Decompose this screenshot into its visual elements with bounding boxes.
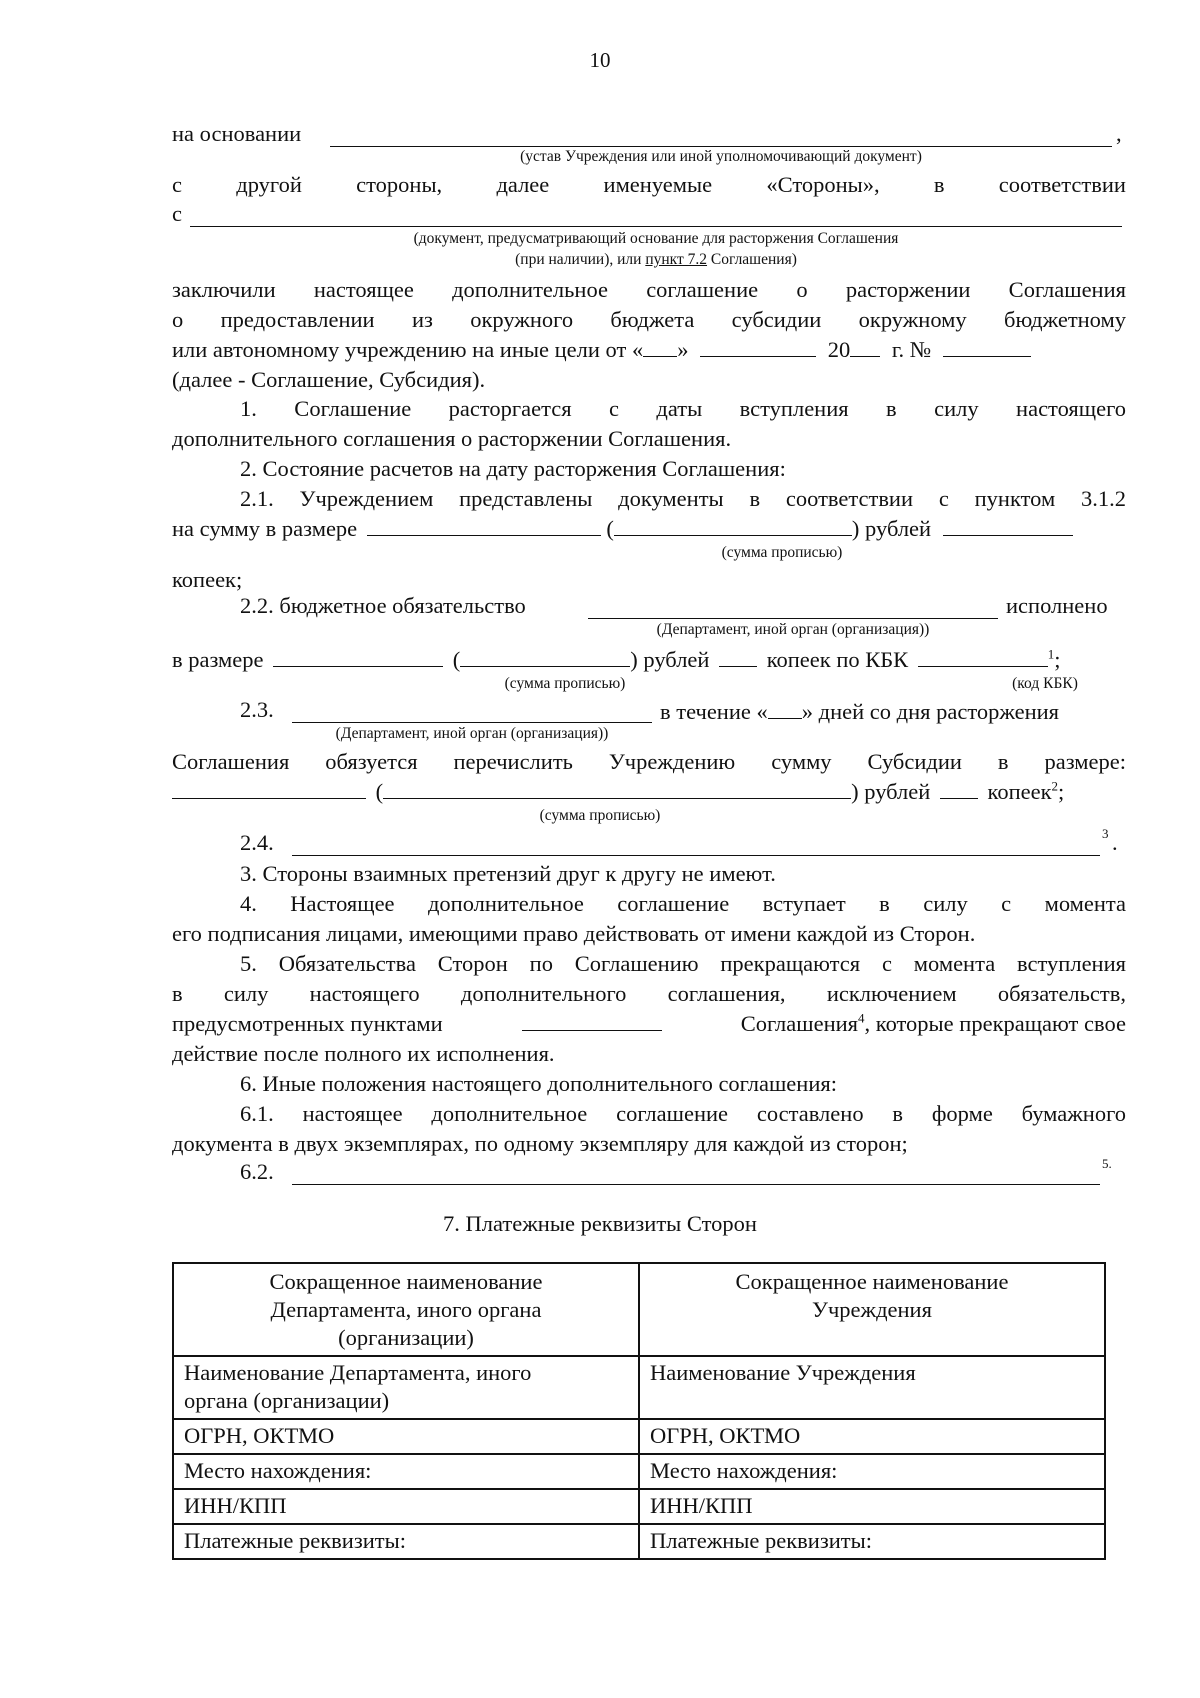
- item6: 6. Иные положения настоящего дополнительного соглашения:: [240, 1071, 837, 1096]
- comma: ,: [1116, 121, 1122, 146]
- item22-a: 2.2. бюджетное обязательство: [240, 593, 526, 618]
- caption-charter: (устав Учреждения или иной уполномочивающий документ): [520, 148, 922, 165]
- table-header-row: [173, 1263, 1105, 1356]
- blank-24: [292, 855, 1100, 856]
- item23-line2: Соглашения обязуется перечислить Учреждению сумму Субсидии в размере:: [172, 749, 1126, 774]
- requisites-table: [172, 1262, 1106, 1560]
- caption-termination-basis-2: (при наличии), или пункт 7.2 Соглашения): [515, 251, 797, 268]
- item5-line2: в силу настоящего дополнительного соглашения, исключением обязательств,: [172, 981, 1126, 1006]
- item24-a: 2.4.: [240, 830, 274, 855]
- header-left: Сокращенное наименование Департамента, иного органа (организации): [173, 1263, 639, 1356]
- p1-line1: заключили настоящее дополнительное соглашение о расторжении Соглашения: [172, 277, 1126, 302]
- section7-heading: 7. Платежные реквизиты Сторон: [443, 1211, 757, 1236]
- item22-line2: в размере ( ) рублей копеек по КБК $^1$;: [172, 646, 1061, 672]
- p1-line4: (далее - Соглашение, Субсидия).: [172, 367, 486, 392]
- table-row: Место нахождения: Место нахождения:: [173, 1454, 1105, 1489]
- item2: 2. Состояние расчетов на дату расторжения Соглашения:: [240, 456, 786, 481]
- line-other-party: с другой стороны, далее именуемые «Стороны», в соответствии: [172, 172, 1126, 197]
- caption-termination-basis: (документ, предусматривающий основание для расторжения Соглашения: [413, 230, 899, 247]
- item5-line4: действие после полного их исполнения.: [172, 1041, 555, 1066]
- caption-sum-words-1: (сумма прописью): [721, 544, 843, 561]
- caption-kbk-code: (код КБК): [1012, 675, 1078, 692]
- text-na-osnovanii: на основании: [172, 121, 302, 146]
- table-row: ОГРН, ОКТМО ОГРН, ОКТМО: [173, 1419, 1105, 1454]
- caption-department-2: (Департамент, иной орган (организация)): [335, 725, 609, 742]
- p1-line2: о предоставлении из окружного бюджета субсидии окружному бюджетному: [172, 307, 1126, 332]
- p1-line3: или автономному учреждению на иные цели от « » 20 г. №: [172, 335, 1126, 364]
- caption-department-1: (Департамент, иной орган (организация)): [656, 621, 930, 638]
- link-punkt-7-2[interactable]: пункт 7.2: [645, 251, 708, 268]
- item23-a: 2.3.: [240, 697, 274, 722]
- item22-b: исполнено: [1006, 593, 1108, 618]
- item23-line3: ( ) рублей копеек$^2$;: [172, 777, 1126, 806]
- blank-termination-basis: [190, 226, 1122, 227]
- item62-a: 6.2.: [240, 1159, 274, 1184]
- page-number: 10: [589, 48, 611, 72]
- item1-line1: 1. Соглашение расторгается с даты вступления в силу настоящего: [240, 396, 1126, 421]
- blank-department-1: [588, 618, 998, 619]
- table-row: Наименование Департамента, иного органа (организации) Наименование Учреждения: [173, 1356, 1105, 1419]
- item5-line1: 5. Обязательства Сторон по Соглашению прекращаются с момента вступления: [240, 951, 1126, 976]
- item21-line2: на сумму в размере ( ) рублей: [172, 514, 1126, 543]
- text-s: с: [172, 201, 182, 226]
- item3: 3. Стороны взаимных претензий друг к другу не имеют.: [240, 861, 776, 886]
- item21-line1: 2.1. Учреждением представлены документы в соответствии с пунктом 3.1.2: [240, 486, 1126, 511]
- item23-b: в течение « » дней со дня расторжения: [660, 699, 1060, 724]
- item5-line3: предусмотренных пунктами Соглашения$^4$, которые прекращают свое: [172, 1010, 1126, 1036]
- item4-line1: 4. Настоящее дополнительное соглашение вступает в силу с момента: [240, 891, 1126, 916]
- table-row: ИНН/КПП ИНН/КПП: [173, 1489, 1105, 1524]
- blank-62: [292, 1184, 1100, 1185]
- table-row: Платежные реквизиты: Платежные реквизиты:: [173, 1524, 1105, 1559]
- caption-sum-words-3: (сумма прописью): [539, 807, 661, 824]
- footnote-3: 3: [1102, 826, 1109, 841]
- blank-basis-document: [330, 146, 1112, 147]
- header-right: Сокращенное наименование Учреждения: [639, 1263, 1105, 1356]
- blank-department-2: [292, 722, 652, 723]
- item24-end: .: [1112, 830, 1118, 855]
- footnote-5: 5.: [1102, 1156, 1112, 1171]
- caption-sum-words-2: (сумма прописью): [504, 675, 626, 692]
- item61-line1: 6.1. настоящее дополнительное соглашение составлено в форме бумажного: [240, 1101, 1126, 1126]
- item61-line2: документа в двух экземплярах, по одному экземпляру для каждой из сторон;: [172, 1131, 908, 1156]
- item4-line2: его подписания лицами, имеющими право действовать от имени каждой из Сторон.: [172, 921, 976, 946]
- item21-line3: копеек;: [172, 567, 243, 592]
- item1-line2: дополнительного соглашения о расторжении Соглашения.: [172, 426, 732, 451]
